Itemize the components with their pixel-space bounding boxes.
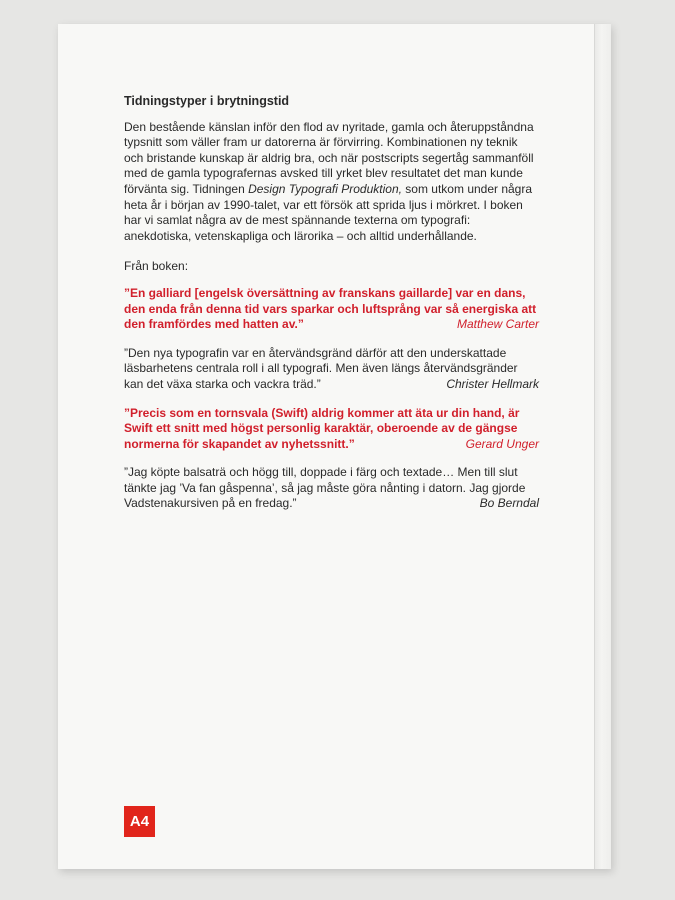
quote-christer-hellmark <box>124 346 539 393</box>
quote-text: ”Precis som en tornsvala (Swift) aldrig kommer att äta ur din hand, är Swift ett snitt med högst personlig karaktär, oberoende av de gängse normerna för skapandet av nyhetssnitt.” <box>124 405 520 451</box>
book-back-cover <box>58 24 611 869</box>
quote-matthew-carter <box>124 286 539 333</box>
blurb-heading: Tidningstyper i brytningstid <box>124 94 290 108</box>
quote-bo-berndal <box>124 465 539 512</box>
magazine-title: Design Typografi Produktion, <box>248 181 402 196</box>
cover-text-block <box>124 94 539 525</box>
quote-author: Gerard Unger <box>465 436 539 451</box>
quote-author: Christer Hellmark <box>446 376 539 391</box>
publisher-logo: A4 <box>124 806 155 837</box>
quote-author: Matthew Carter <box>456 317 539 332</box>
intro-text-end: som utkom under några heta år i början av 1990-talet, var ett försök att sprida ljus i mörkret. I boken har vi samlat några av de mest spännande texterna om typografi: anekdotiska, vetenskapliga och lärorika – och alltid underhållande. <box>124 181 533 243</box>
blurb-intro <box>124 120 539 245</box>
quote-text: ”En galliard [engelsk översättning av franskans gaillarde] var en dans, den enda från denna tid vars sparkar och luftsprång var så energiska att den framfördes med hatten av.” <box>124 285 537 332</box>
quote-text: ”Den nya typografin var en återvändsgränd därför att den underskattade läsbarhetens centrala roll i all typografi. Men även längs återvändsgränder kan det växa starka och vackra träd.” <box>124 345 518 391</box>
quote-text: ”Jag köpte balsaträ och högg till, doppade i färg och textade… Men till slut tänkte jag ’Va fan gåspenna’, så jag måste göra nånting i datorn. Jag gjorde Vadstenakursiven på en fredag.” <box>124 465 526 511</box>
quote-author: Bo Berndal <box>479 496 539 511</box>
quote-gerard-unger <box>124 406 539 453</box>
intro-text-start: Den bestående känslan inför den flod av nyritade, gamla och återuppståndna typsnitt som väller fram ur datorerna är förvirring. Kombinationen ny teknik och bristande kunskap är aldrig bra, och när postscripts segertåg sammanföll med de gamla typografernas avsked till yrket blev resultatet det man kunde förvänta sig. Tidningen <box>124 119 534 196</box>
from-book-label: Från boken: <box>124 259 189 274</box>
book-spine-edge <box>594 24 611 869</box>
